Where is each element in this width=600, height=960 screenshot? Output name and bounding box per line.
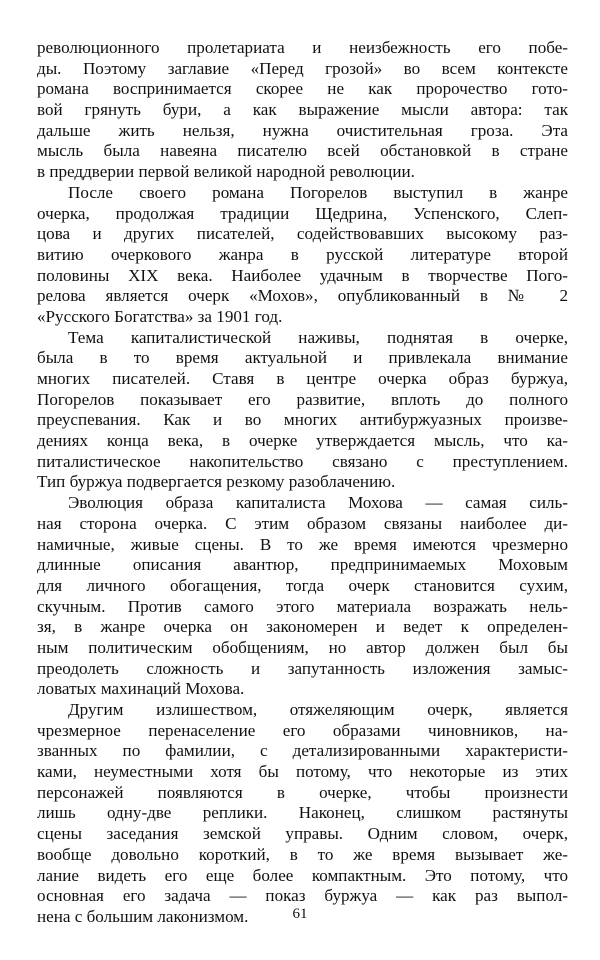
text-line: нена с большим лаконизмом.: [37, 906, 249, 926]
text-line: персонажей появляются в очерке, чтобы произнести: [37, 782, 568, 802]
text-line: вообще довольно короткий, в то же время вызывает же-: [37, 844, 568, 864]
text-line: Тема капиталистической наживы, поднятая в очерке,: [68, 327, 568, 347]
text-line: дальше жить нельзя, нужна очистительная гроза. Эта: [37, 120, 568, 140]
text-line: намичные, живые сцены. В то же время имеются чрезмерно: [37, 534, 568, 554]
text-line: «Русского Богатства» за 1901 год.: [37, 306, 283, 326]
text-line: званных по фамилии, с детализированными характеристи-: [37, 741, 568, 761]
text-line: питалистическое накопительство связано с преступлением.: [37, 451, 568, 471]
text-line: ловатых махинаций Мохова.: [37, 679, 245, 699]
text-line: революционного пролетариата и неизбежность его побе-: [37, 38, 568, 57]
text-line: основная его задача — показ буржуа — как раз выпол-: [37, 886, 568, 906]
text-line: цова и других писателей, содействовавших высокому раз-: [37, 224, 568, 244]
paragraph: [37, 700, 568, 928]
text-line: чрезмерное перенаселение его образами чиновников, на-: [37, 720, 568, 740]
text-line: лишь одну-две реплики. Наконец, слишком растянуты: [37, 803, 568, 823]
page-body: [37, 38, 568, 928]
text-line: преуспевания. Как и во многих антибуржуазных произве-: [37, 410, 568, 430]
paragraph: [37, 183, 568, 328]
text-line: Другим излишеством, отяжеляющим очерк, является: [68, 700, 568, 719]
text-line: ным политическим обобщениям, но автор должен был бы: [37, 637, 568, 657]
text-line: дениях конца века, в очерке утверждается мысль, что ка-: [37, 431, 568, 451]
text-line: в преддверии первой великой народной революции.: [37, 162, 415, 182]
page-number: 61: [292, 906, 308, 922]
text-line: мысль была навеяна писателю всей обстановкой в стране: [37, 141, 568, 161]
text-line: скучным. Против самого этого материала возражать нель-: [37, 596, 568, 616]
paragraph: [37, 328, 568, 494]
paragraph: [37, 493, 568, 700]
text-line: для личного обогащения, тогда очерк становится сухим,: [37, 575, 568, 595]
text-line: лание видеть его еще более компактным. Это потому, что: [37, 865, 568, 885]
text-line: Погорелов показывает его развитие, вплоть до полного: [37, 389, 568, 409]
text-line: ная сторона очерка. С этим образом связаны наиболее ди-: [37, 513, 568, 533]
text-line: Эволюция образа капиталиста Мохова — самая силь-: [68, 493, 568, 513]
text-line: зя, в жанре очерка он закономерен и ведет к определен-: [37, 617, 568, 637]
text-line: преодолеть сложность и запутанность изложения замыс-: [37, 658, 568, 678]
text-line: романа воспринимается скорее не как пророчество гото-: [37, 79, 568, 99]
text-line: ды. Поэтому заглавие «Перед грозой» во всем контексте: [37, 58, 568, 78]
paragraph: [37, 38, 568, 183]
text-line: Тип буржуа подвергается резкому разоблачению.: [37, 472, 396, 492]
text-line: очерка, продолжая традиции Щедрина, Успенского, Слеп-: [37, 203, 568, 223]
text-line: витию очеркового жанра в русской литературе второй: [37, 244, 568, 264]
text-line: ками, неуместными хотя бы потому, что некоторые из этих: [37, 762, 568, 782]
text-line: После своего романа Погорелов выступил в жанре: [68, 182, 568, 202]
text-line: релова является очерк «Мохов», опубликованный в № 2: [37, 286, 568, 306]
text-line: длинные описания авантюр, предпринимаемых Моховым: [37, 555, 568, 575]
text-line: сцены заседания земской управы. Одним словом, очерк,: [37, 824, 568, 844]
text-line: половины XIX века. Наиболее удачным в творчестве Пого-: [37, 265, 568, 285]
text-line: была в то время актуальной и привлекала внимание: [37, 348, 568, 368]
text-line: вой грянуть бури, а как выражение мысли автора: так: [37, 100, 568, 120]
text-line: многих писателей. Ставя в центре очерка образ буржуа,: [37, 369, 568, 388]
